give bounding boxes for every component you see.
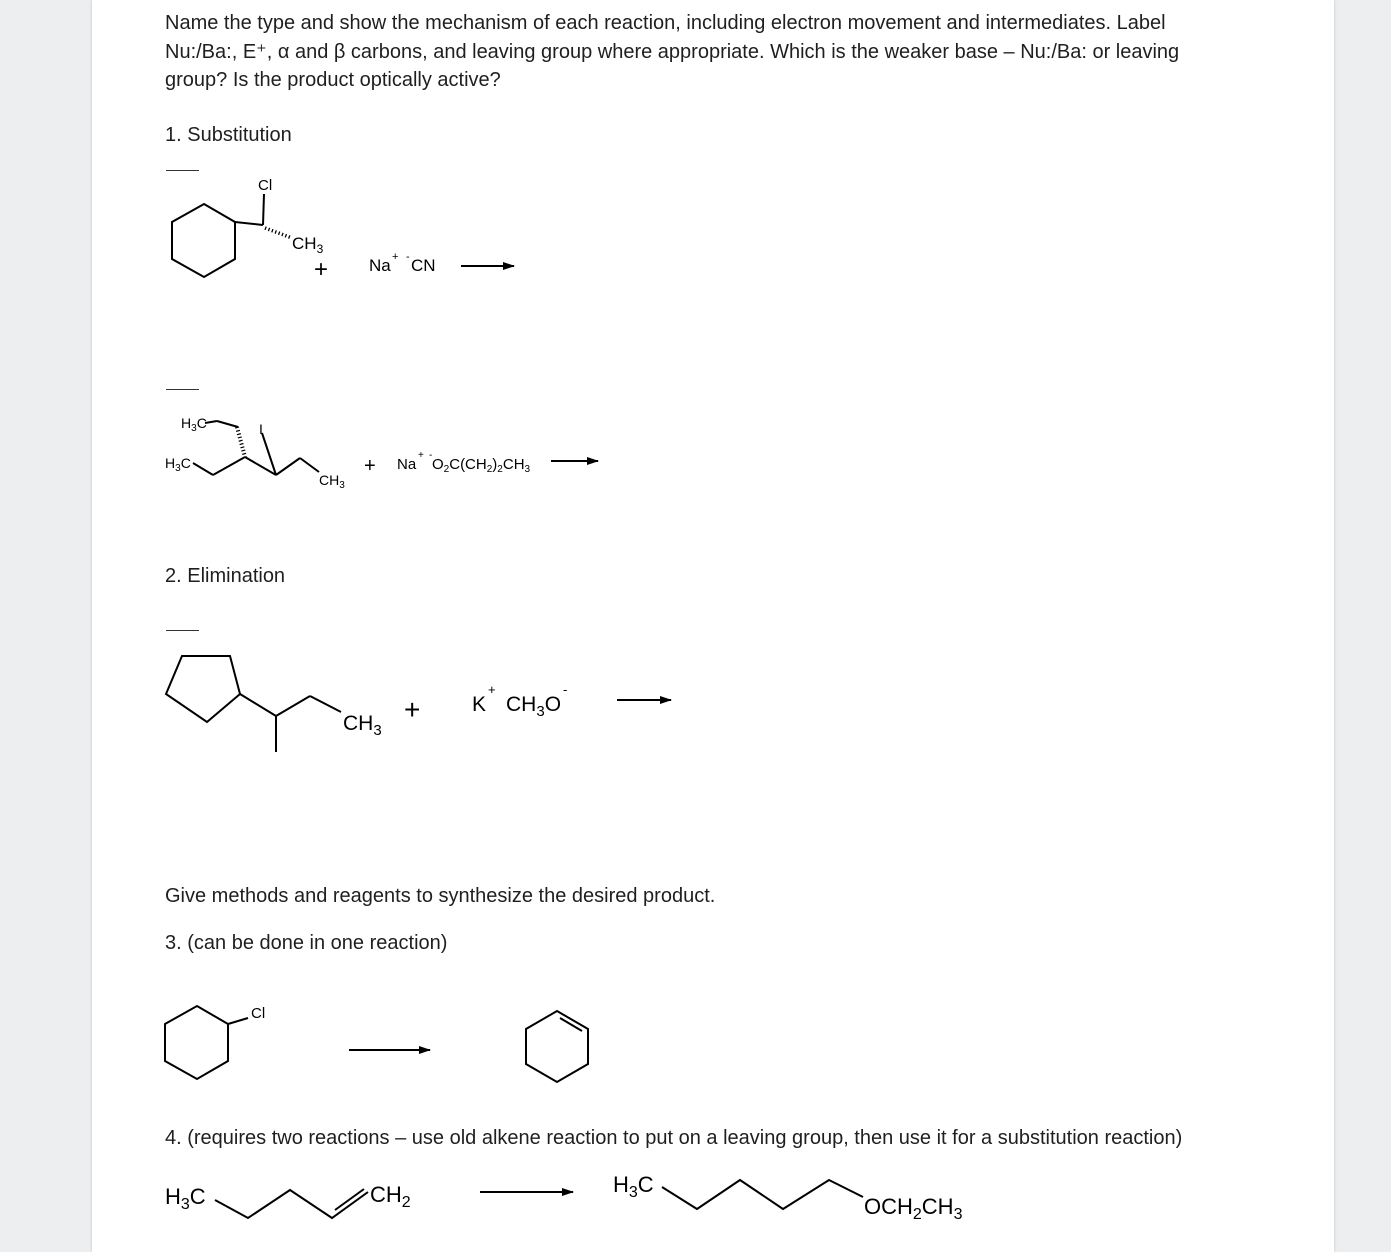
plus-sign: + [364, 455, 376, 477]
reaction-2 [166, 656, 671, 752]
synthesis-4 [165, 1172, 963, 1223]
negative-charge: - [563, 682, 568, 697]
c-cl-bond [228, 1018, 248, 1024]
chain-bond-1 [213, 457, 245, 475]
c-cl-bond [263, 194, 264, 225]
plus-sign: + [404, 694, 421, 725]
chain-bond-4 [300, 458, 319, 472]
product-methyl-label: $H_3C$ [613, 1172, 654, 1201]
chlorine-label: Cl [251, 1005, 266, 1022]
reaction-1a [172, 177, 514, 283]
elimination-heading: 2. Elimination [165, 565, 286, 587]
reaction-1b [165, 415, 598, 491]
product-end-label: $OCH_2CH_3$ [864, 1194, 963, 1223]
reagent-cation: Na [397, 456, 417, 473]
cyclopentane-ring [166, 656, 240, 722]
ether-chain [662, 1180, 863, 1209]
ring-to-stereocenter-bond [235, 222, 263, 225]
reagent-anion: $CH_3O$ [506, 693, 562, 720]
methyl-label: $CH_3$ [292, 234, 324, 256]
reagent-anion: CN [411, 256, 436, 275]
chain-bond-3 [276, 458, 300, 475]
methyl-group-1-label: $H_3C$ [181, 415, 207, 434]
synthesis-heading: Give methods and reagents to synthesize the desired product. [165, 885, 716, 907]
positive-charge: + [418, 450, 424, 461]
instructions-line-2: Nu:/Ba:, E⁺, α and β carbons, and leaving group where appropriate. Which is the weaker base – Nu:/Ba: or leaving [165, 41, 1180, 63]
positive-charge: + [392, 251, 399, 263]
chain-bond-3 [310, 696, 341, 712]
negative-charge: - [406, 251, 410, 263]
double-bond-line [335, 1189, 364, 1210]
methyl-group-2-label: $H_3C$ [165, 455, 191, 474]
alkene-end-label: $CH_2$ [370, 1182, 411, 1211]
chain-bond-2 [276, 696, 310, 716]
chlorocyclohexane-ring [165, 1006, 228, 1079]
instructions-line-1: Name the type and show the mechanism of each reaction, including electron movement and intermediates. Label [165, 12, 1166, 34]
reagent-cation: Na [369, 256, 391, 275]
negative-charge: - [429, 450, 433, 461]
substitution-heading: 1. Substitution [165, 124, 292, 146]
reagent-anion: $O_2C(CH_2)_2CH_3$ [432, 456, 531, 475]
instructions-line-3: group? Is the product optically active? [165, 69, 501, 91]
cyclohexane-ring [172, 204, 235, 277]
hashed-wedge-bond [237, 427, 245, 457]
start-methyl-label: $H_3C$ [165, 1184, 206, 1213]
synthesis-3 [165, 1005, 588, 1082]
iodine-label: I [259, 421, 263, 437]
methyl-label: $CH_3$ [343, 712, 382, 739]
chlorine-label: Cl [258, 177, 273, 194]
synthesis-item-4-label: 4. (requires two reactions – use old alkene reaction to put on a leaving group, then use it for a substitution reaction) [165, 1127, 1183, 1149]
reagent-cation: K [472, 693, 487, 716]
chain-bond-1 [240, 694, 276, 716]
hashed-wedge-bond [265, 228, 292, 238]
methyl-label: $CH_3$ [319, 472, 345, 491]
synthesis-item-3-label: 3. (can be done in one reaction) [165, 932, 448, 954]
cyclohexene-ring [526, 1011, 588, 1082]
alkene-chain [215, 1190, 368, 1218]
ethyl-bond [217, 421, 238, 427]
plus-sign: + [314, 256, 329, 283]
h3c-bond-2 [193, 463, 213, 475]
positive-charge: + [488, 682, 496, 697]
